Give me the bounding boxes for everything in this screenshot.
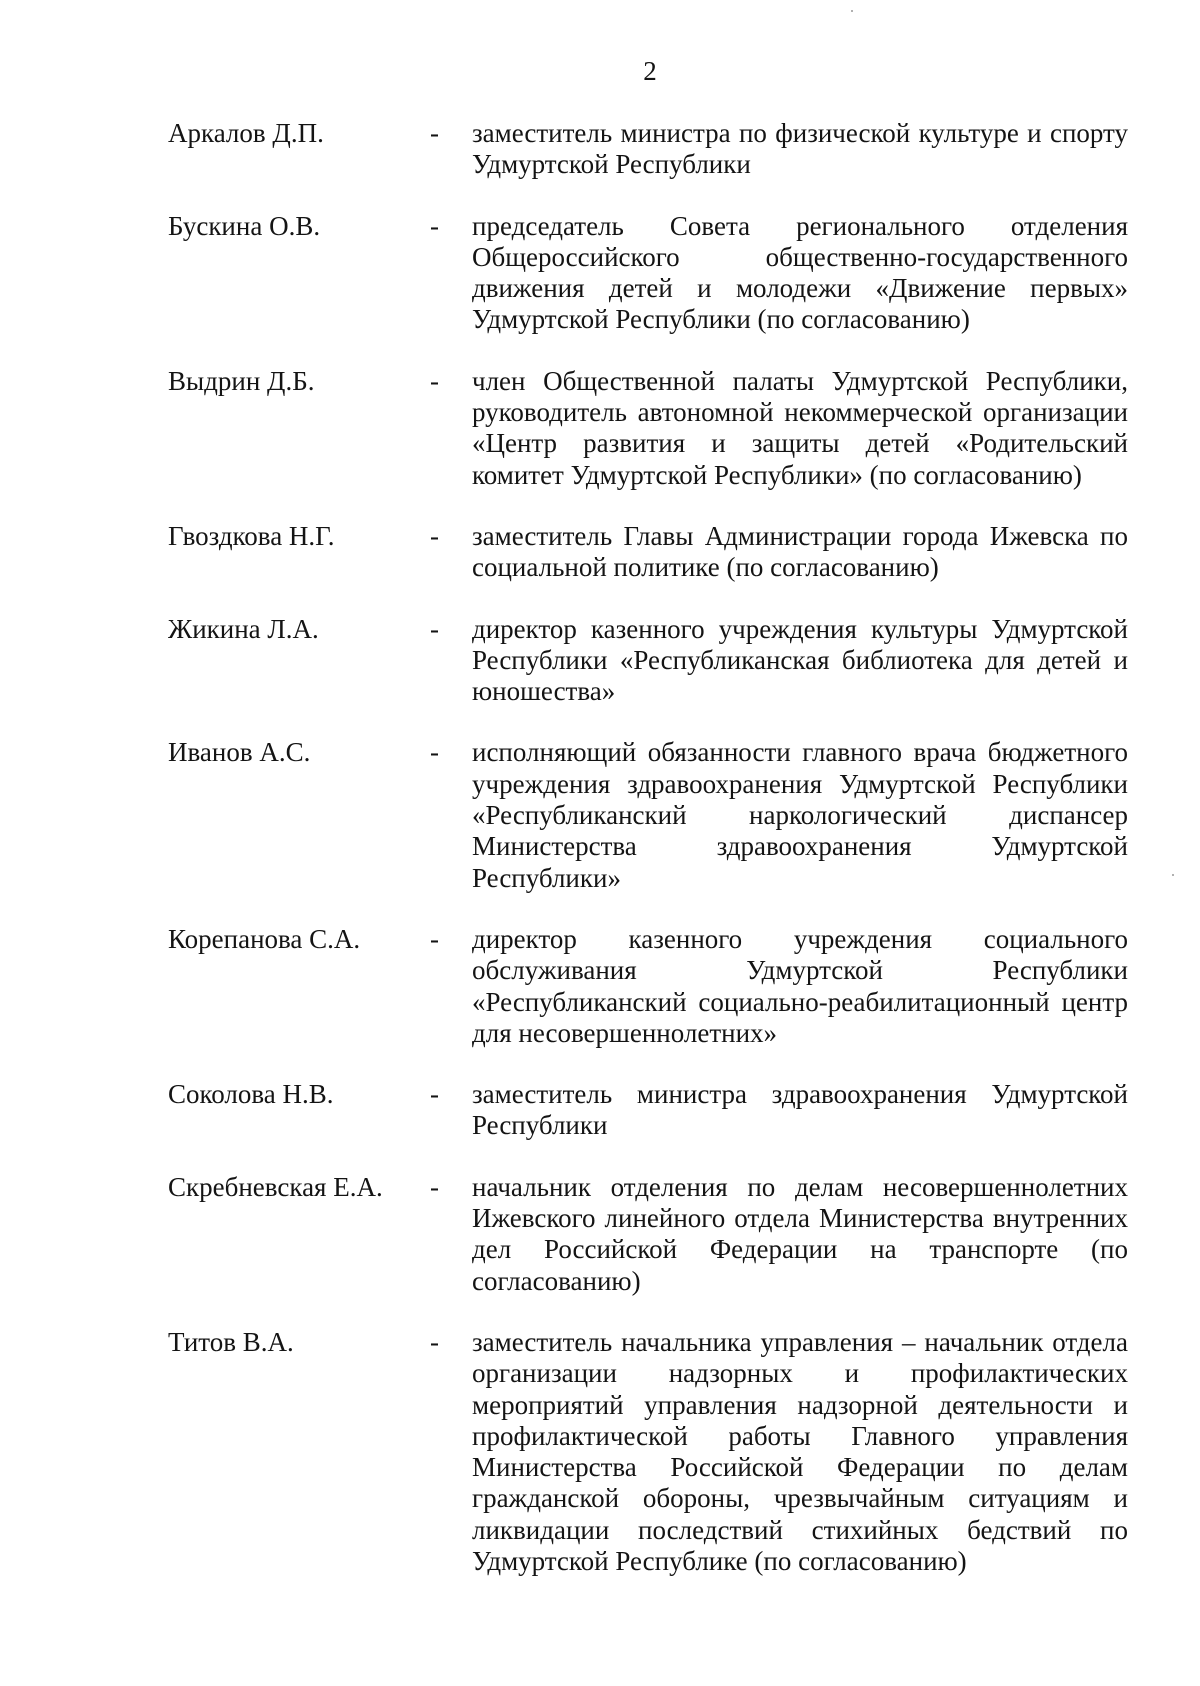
member-dash: - xyxy=(430,923,439,954)
list-item xyxy=(168,1172,1128,1297)
member-list xyxy=(168,118,1128,1607)
member-dash: - xyxy=(430,1326,439,1357)
member-dash: - xyxy=(430,365,439,396)
page-number: 2 xyxy=(643,56,657,86)
member-position: начальник отделения по делам несовершеннолетних Ижевского линейного отдела Министерства внутренних дел Российской Федерации на транспорте (по согласованию) xyxy=(472,1171,1128,1296)
member-name: Аркалов Д.П. xyxy=(168,118,324,148)
member-position: исполняющий обязанности главного врача бюджетного учреждения здравоохранения Удмуртской Республики «Республиканский наркологический диспансер Министерства здравоохранения Удмуртской Республики» xyxy=(472,737,1128,893)
list-item xyxy=(168,118,1128,181)
list-item xyxy=(168,1327,1128,1577)
member-name: Жикина Л.А. xyxy=(168,613,319,644)
member-position: заместитель Главы Администрации города Ижевска по социальной политике (по согласованию) xyxy=(472,520,1128,583)
scan-speck xyxy=(1172,874,1174,876)
member-name: Иванов А.С. xyxy=(168,737,311,768)
list-item xyxy=(168,211,1128,336)
member-name: Выдрин Д.Б. xyxy=(168,365,315,396)
member-position: член Общественной палаты Удмуртской Республики, руководитель автономной некоммерческой организации «Центр развития и защиты детей «Родительский комитет Удмуртской Республики» (по согласованию) xyxy=(472,365,1128,490)
member-position: директор казенного учреждения культуры Удмуртской Республики «Республиканская библиотека для детей и юношества» xyxy=(472,613,1128,707)
member-name: Титов В.А. xyxy=(168,1326,294,1357)
list-item xyxy=(168,924,1128,1049)
member-dash: - xyxy=(430,737,439,768)
member-position: заместитель министра здравоохранения Удмуртской Республики xyxy=(472,1079,1128,1141)
member-name: Скребневская Е.А. xyxy=(168,1171,383,1202)
member-position: заместитель начальника управления – начальник отдела организации надзорных и профилактических мероприятий управления надзорной деятельности и профилактической работы Главного управления Министерства Российской Федерации по делам гражданской обороны, чрезвычайным ситуациям и ликвидации последствий стихийных бедствий по Удмуртской Республике (по согласованию) xyxy=(472,1326,1128,1576)
member-dash: - xyxy=(430,1079,439,1110)
member-position: директор казенного учреждения социального обслуживания Удмуртской Республики «Республиканский социально-реабилитационный центр для несовершеннолетних» xyxy=(472,923,1128,1048)
member-dash: - xyxy=(430,1171,439,1202)
member-name: Бускина О.В. xyxy=(168,210,321,241)
scan-speck xyxy=(851,10,853,12)
list-item xyxy=(168,366,1128,491)
member-name: Гвоздкова Н.Г. xyxy=(168,520,335,551)
list-item xyxy=(168,614,1128,708)
member-name: Соколова Н.В. xyxy=(168,1079,334,1110)
member-dash: - xyxy=(430,520,439,551)
member-position: председатель Совета регионального отделения Общероссийского общественно-государственного движения детей и молодежи «Движение первых» Удмуртской Республики (по согласованию) xyxy=(472,210,1128,335)
member-dash: - xyxy=(430,118,439,148)
member-dash: - xyxy=(430,613,439,644)
member-position: заместитель министра по физической культуре и спорту Удмуртской Республики xyxy=(472,118,1128,180)
member-dash: - xyxy=(430,210,439,241)
list-item xyxy=(168,521,1128,584)
list-item xyxy=(168,1079,1128,1142)
list-item xyxy=(168,737,1128,893)
member-name: Корепанова С.А. xyxy=(168,923,361,954)
